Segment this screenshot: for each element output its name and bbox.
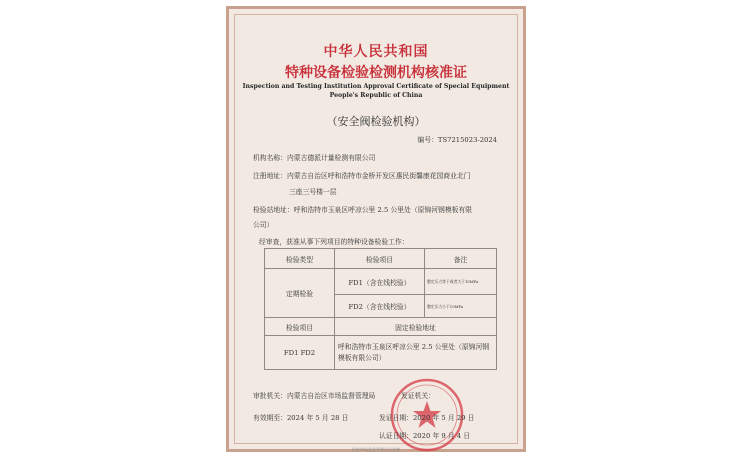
subheader-inspection-item: 检验项目	[265, 318, 335, 336]
certificate	[226, 6, 526, 452]
subheader-fixed-address: 固定检验地址	[335, 318, 497, 336]
header-inspection-item: 检验项目	[335, 249, 425, 269]
inspection-item-cell: FD2（含在线校验）	[335, 295, 425, 318]
header-inspection-type: 检验类型	[265, 249, 335, 269]
inspection-site-line-1: 检验站地址：呼和浩特市玉泉区呼凉公里 2.5 公里处（原锦河钢模板有限	[253, 206, 473, 214]
issue-date: 发证日期：2020 年 5 月 29 日	[379, 414, 475, 422]
table-row	[265, 336, 497, 370]
valid-until: 有效期至：2024 年 5 月 28 日	[253, 414, 349, 422]
title-cn-line-2: 特种设备检验检测机构核准证	[285, 65, 467, 81]
inspection-item-cell: FD1（含在线校验）	[335, 269, 425, 295]
remark-cell: 整定压力等于或者大于10MPa	[425, 269, 497, 295]
registered-address-line-1: 注册地址：内蒙古自治区呼和浩特市金桥开发区惠民街馨康花园商业北门	[253, 172, 471, 180]
table-row	[265, 269, 497, 295]
title-en-line-2: People's Republic of China	[329, 92, 423, 99]
certificate-category: （安全阀检验机构）	[326, 115, 426, 128]
registered-address-line-2: 三座三号楼一层	[289, 188, 337, 196]
remark-cell: 整定压力小于10MPa	[425, 295, 497, 318]
items-value-cell: FD1 FD2	[265, 336, 335, 370]
bottom-note: 国家市场监督管理总局监制	[352, 447, 400, 452]
inspection-site-line-2: 公司）	[253, 221, 274, 229]
certificate-number: 编号：TS7215023-2024	[417, 136, 497, 144]
fixed-address-cell: 呼和浩特市玉泉区呼凉公里 2.5 公里处（原锦河钢模板有限公司）	[335, 336, 497, 370]
organization-name: 机构名称：内蒙古德派计量检测有限公司	[253, 154, 376, 162]
inspection-type-cell: 定期检验	[265, 269, 335, 318]
issuing-authority: 发证机关：	[401, 392, 435, 400]
inspection-table	[264, 248, 497, 370]
approval-intro: 经审查，获准从事下列项目的特种设备检验工作：	[259, 238, 409, 246]
table-subheader-row	[265, 318, 497, 336]
approval-authority: 审批机关：内蒙古自治区市场监督管理局	[253, 392, 376, 400]
certification-date: 认证日期：2020 年 9 月 4 日	[379, 432, 471, 440]
title-en-line-1: Inspection and Testing Institution Approval Certificate of Special Equipment	[242, 83, 510, 90]
table-header-row	[265, 249, 497, 269]
header-remarks: 备注	[425, 249, 497, 269]
title-cn-line-1: 中华人民共和国	[323, 44, 429, 60]
